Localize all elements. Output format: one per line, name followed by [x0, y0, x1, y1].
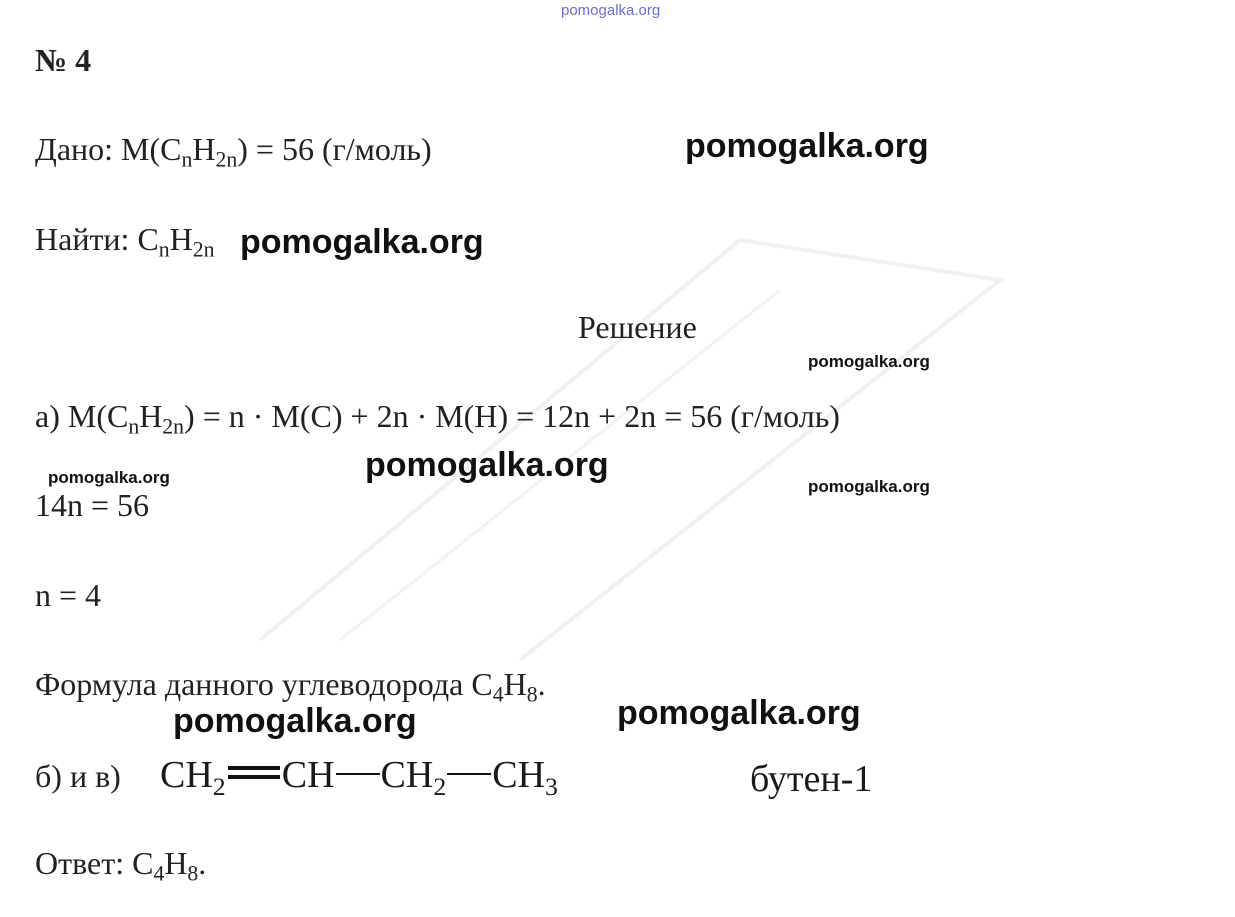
top-watermark: pomogalka.org	[561, 2, 661, 19]
given-formula: $M(C_nH_{2n})$	[121, 131, 248, 172]
problem-number: № 4	[35, 42, 92, 78]
find-formula: $C_nH_{2n}$	[137, 221, 215, 262]
given-value: = 56 (г/моль)	[255, 131, 432, 167]
single-bond-2	[447, 773, 491, 775]
watermark-5: pomogalka.org	[365, 446, 609, 484]
equation-14n: 14n = 56	[35, 487, 150, 523]
watermark-4: pomogalka.org	[48, 468, 170, 487]
watermark-8: pomogalka.org	[617, 694, 861, 732]
compound-name: бутен-1	[750, 758, 873, 800]
find-label: Найти:	[35, 221, 130, 257]
equation-a: а) $M(C_nH_{2n}) = n \cdot M(C) + 2n \cdot M(H) = 12n + 2n = 56$ (г/моль)	[35, 398, 840, 439]
structural-formula	[160, 754, 558, 801]
watermark-1: pomogalka.org	[685, 127, 929, 165]
single-bond-1	[336, 773, 380, 775]
watermark-2: pomogalka.org	[240, 223, 484, 261]
group-ch2-first: $CH_2$	[160, 754, 226, 801]
watermark-6: pomogalka.org	[808, 477, 930, 496]
given-label: Дано:	[35, 131, 114, 167]
find-line	[35, 221, 215, 262]
solution-title: Решение	[578, 309, 697, 345]
watermark-7: pomogalka.org	[173, 702, 417, 740]
equation-n: n = 4	[35, 577, 102, 613]
group-ch3: $CH_3$	[492, 754, 558, 801]
answer-line: Ответ: $C_4H_8$.	[35, 845, 207, 886]
formula-line: Формула данного углеводорода $C_4H_8$.	[35, 666, 546, 707]
group-ch: CH	[281, 754, 335, 796]
given-line	[35, 131, 432, 172]
structure-prefix: б) и в)	[35, 758, 121, 794]
double-bond	[228, 766, 280, 779]
group-ch2-second: $CH_2$	[380, 754, 447, 801]
watermark-3: pomogalka.org	[808, 352, 930, 371]
